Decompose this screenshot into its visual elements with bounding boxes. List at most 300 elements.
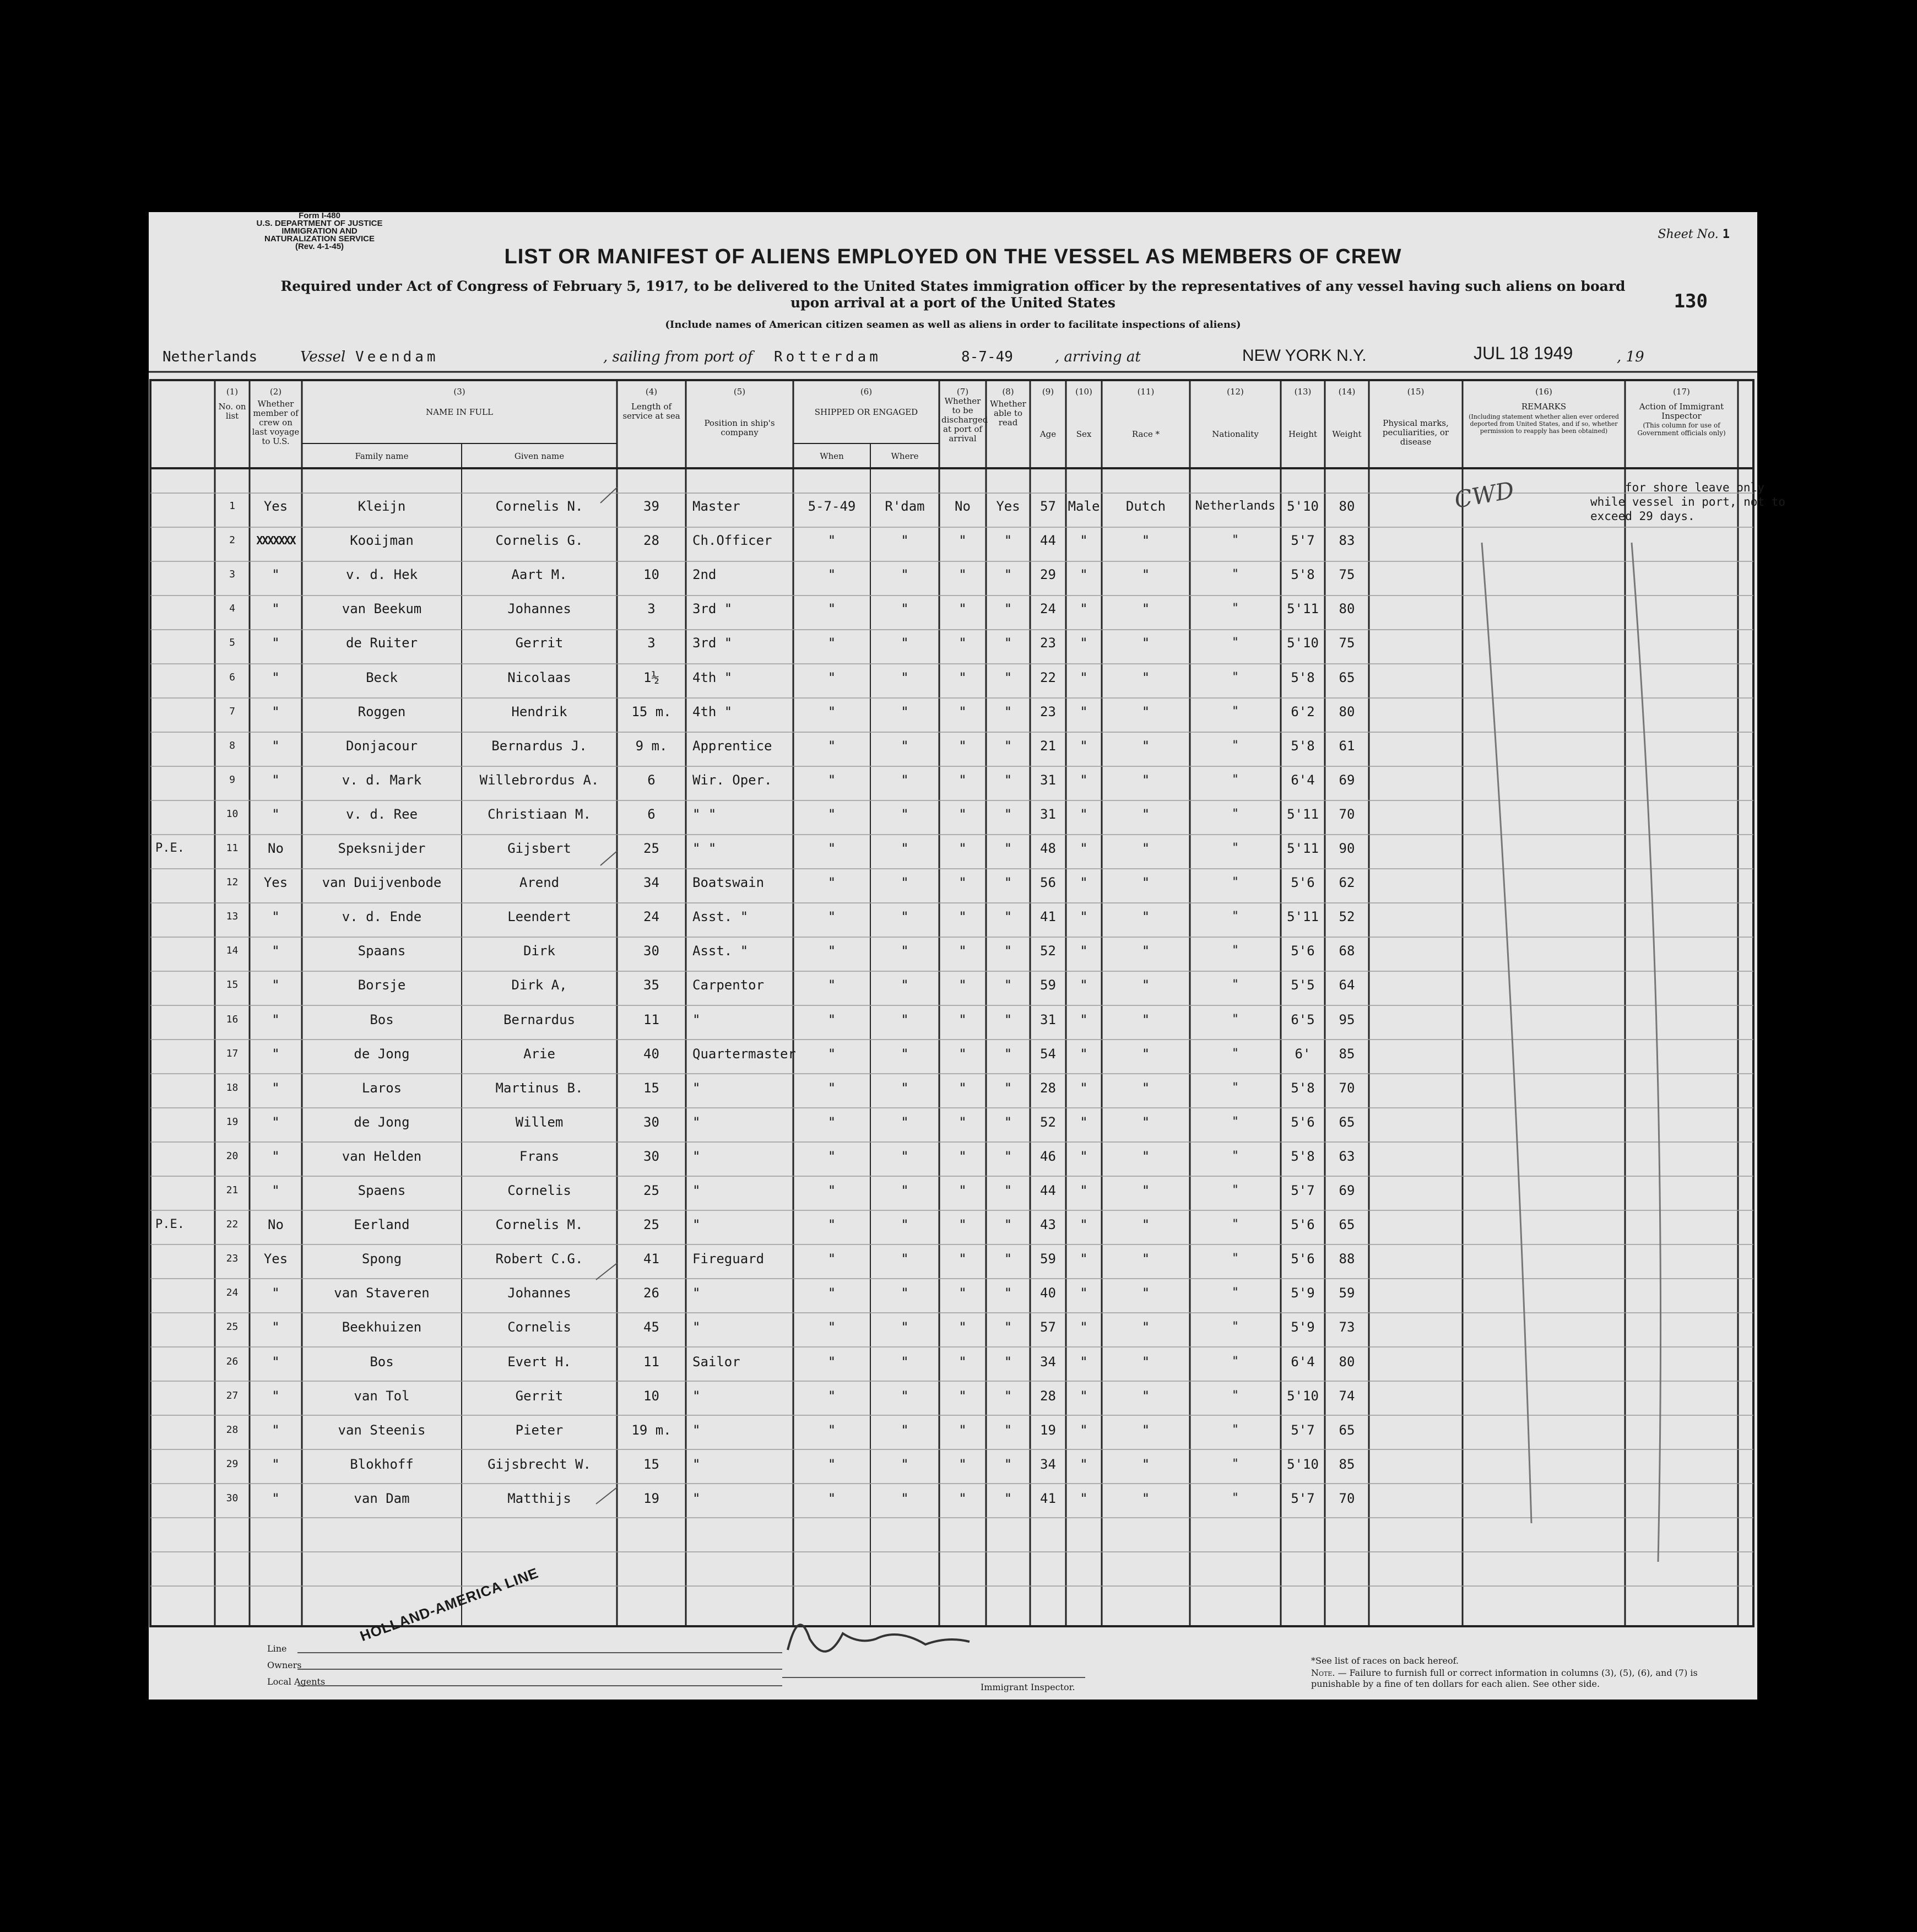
cell-race: " (1141, 875, 1150, 891)
cell-age: 56 (1040, 875, 1056, 891)
agents-label: Local Agents (267, 1676, 326, 1687)
cell-position: " (692, 1319, 701, 1335)
cell-given: Cornelis N. (495, 499, 583, 514)
cell-where: " (901, 1490, 909, 1506)
cell-weight: 75 (1339, 567, 1355, 583)
cell-age: 31 (1040, 772, 1056, 788)
cell-family: Borsje (358, 977, 406, 993)
cell-when: " (827, 669, 836, 685)
cell-last: " (272, 1422, 280, 1438)
cell-weight: 65 (1339, 669, 1355, 685)
cell-no: 23 (226, 1253, 239, 1265)
subtitle-note: (Include names of American citizen seamen as well as aliens in order to facilitate inspections of aliens) (665, 319, 1241, 331)
cell-family: Roggen (358, 703, 406, 719)
cell-no: 11 (226, 842, 239, 854)
cell-position: Apprentice (692, 738, 772, 754)
cell-age: 46 (1040, 1148, 1056, 1164)
cell-height: 5'6 (1291, 1217, 1315, 1233)
family-name-header: Family name (355, 451, 409, 461)
cell-nat: " (1231, 636, 1239, 650)
cell-where: " (901, 1422, 909, 1438)
cell-age: 57 (1040, 499, 1056, 514)
cell-when: " (827, 1183, 836, 1198)
cell-no: 24 (226, 1287, 239, 1299)
cell-nat: " (1231, 910, 1239, 924)
cell-weight: 83 (1339, 533, 1355, 549)
column-header: REMARKS (1521, 402, 1567, 412)
cell-family: de Jong (354, 1046, 410, 1062)
cell-last: Yes (263, 499, 288, 514)
cell-position: " (692, 1490, 701, 1506)
cell-where: " (901, 806, 909, 822)
port-field: Rotterdam (774, 349, 881, 365)
cell-given: Dirk (523, 943, 555, 959)
cell-no: 10 (226, 808, 239, 820)
cell-given: Cornelis G. (495, 533, 583, 549)
cell-no: 21 (226, 1184, 239, 1196)
cell-height: 5'11 (1287, 909, 1319, 925)
cell-family: Eerland (354, 1217, 410, 1233)
cell-given: Cornelis (507, 1319, 571, 1335)
cell-position: " (692, 1183, 701, 1198)
column-header: Height (1288, 429, 1318, 439)
cell-disch: " (958, 909, 967, 925)
cell-when: " (827, 738, 836, 754)
cell-race: " (1141, 533, 1150, 549)
cell-position: " " (692, 841, 717, 856)
cell-when: " (827, 1148, 836, 1164)
cell-weight: 63 (1339, 1148, 1355, 1164)
cell-family: v. d. Hek (345, 567, 418, 583)
cell-weight: 90 (1339, 841, 1355, 856)
cell-weight: 95 (1339, 1011, 1355, 1027)
cell-when: 5-7-49 (808, 499, 856, 514)
cell-where: " (901, 669, 909, 685)
column-header: Whether able to read (990, 399, 1026, 427)
cell-disch: " (958, 1285, 967, 1301)
column-header: NAME IN FULL (426, 407, 493, 417)
column-header: Sex (1076, 429, 1092, 439)
cell-when: " (827, 909, 836, 925)
cell-where: " (901, 1080, 909, 1096)
cell-sex: " (1080, 772, 1088, 788)
cell-height: 5'11 (1287, 601, 1319, 617)
cell-age: 44 (1040, 533, 1056, 549)
cell-where: " (901, 738, 909, 754)
cell-service: 6 (647, 806, 656, 822)
cell-service: 25 (643, 1183, 659, 1198)
cell-height: 5'11 (1287, 841, 1319, 856)
cell-when: " (827, 533, 836, 549)
cell-last: " (272, 943, 280, 959)
cell-age: 21 (1040, 738, 1056, 754)
cell-sex: " (1080, 1217, 1088, 1233)
cell-family: v. d. Ree (345, 806, 418, 822)
cell-weight: 88 (1339, 1251, 1355, 1267)
cell-where: " (901, 1456, 909, 1472)
cell-given: Robert C.G. (495, 1251, 583, 1267)
cell-disch: " (958, 875, 967, 891)
cell-race: " (1141, 669, 1150, 685)
cell-age: 28 (1040, 1080, 1056, 1096)
cell-given: Johannes (507, 1285, 571, 1301)
cell-position: " (692, 1011, 701, 1027)
cell-sex: " (1080, 567, 1088, 583)
column-number: (17) (1673, 387, 1690, 397)
cell-where: " (901, 1319, 909, 1335)
cell-given: Evert H. (507, 1354, 571, 1370)
cell-height: 5'10 (1287, 1456, 1319, 1472)
cell-read: " (1004, 567, 1012, 583)
column-number: (1) (226, 387, 239, 397)
cell-race: " (1141, 1183, 1150, 1198)
cell-last: No (268, 841, 284, 856)
cell-family: Beck (366, 669, 398, 685)
cell-given: Bernardus J. (491, 738, 587, 754)
cell-disch: " (958, 533, 967, 549)
cell-service: 11 (643, 1354, 659, 1370)
cell-last: " (272, 1319, 280, 1335)
cell-nat: " (1231, 1491, 1239, 1505)
cell-height: 5'8 (1291, 567, 1315, 583)
cell-height: 5'10 (1287, 1388, 1319, 1404)
cell-sex: " (1080, 738, 1088, 754)
cell-race: " (1141, 635, 1150, 651)
cell-race: " (1141, 943, 1150, 959)
cell-position: " (692, 1114, 701, 1130)
cell-when: " (827, 1319, 836, 1335)
cell-weight: 65 (1339, 1422, 1355, 1438)
cell-race: " (1141, 567, 1150, 583)
cell-age: 34 (1040, 1354, 1056, 1370)
cell-no: 20 (226, 1150, 239, 1162)
where-header: Where (891, 451, 919, 461)
cell-nat: " (1231, 533, 1239, 548)
cell-when: " (827, 567, 836, 583)
cell-given: Pieter (515, 1422, 564, 1438)
cell-when: " (827, 806, 836, 822)
cell-position: Asst. " (692, 943, 749, 959)
column-number: (3) (453, 387, 465, 397)
cell-height: 5'6 (1291, 1251, 1315, 1267)
cell-read: " (1004, 1011, 1012, 1027)
cell-read: " (1004, 533, 1012, 549)
cell-where: " (901, 977, 909, 993)
cell-read: " (1004, 943, 1012, 959)
cell-last: " (272, 1183, 280, 1198)
cell-service: 24 (643, 909, 659, 925)
remark-line: while vessel in port, not to (1590, 495, 1786, 508)
cell-where: " (901, 1148, 909, 1164)
cell-given: Dirk A, (511, 977, 567, 993)
cell-read: " (1004, 1319, 1012, 1335)
cell-position: Quartermaster (692, 1046, 796, 1062)
cell-read: " (1004, 1217, 1012, 1233)
cell-given: Martinus B. (495, 1080, 583, 1096)
cell-read: " (1004, 1080, 1012, 1096)
cell-where: " (901, 1354, 909, 1370)
cell-when: " (827, 1080, 836, 1096)
column-header: Weight (1332, 429, 1362, 439)
cell-disch: " (958, 1388, 967, 1404)
column-number: (8) (1002, 387, 1014, 397)
cell-race: " (1141, 1011, 1150, 1027)
cell-nat: " (1231, 602, 1239, 616)
cell-last: No (268, 1217, 284, 1233)
cell-when: " (827, 1011, 836, 1027)
cell-weight: 85 (1339, 1456, 1355, 1472)
cell-weight: 65 (1339, 1114, 1355, 1130)
cell-when: " (827, 601, 836, 617)
cell-read: " (1004, 669, 1012, 685)
cell-given: Hendrik (511, 703, 567, 719)
cell-race: " (1141, 772, 1150, 788)
cell-disch: No (955, 499, 971, 514)
year-label: , 19 (1617, 349, 1644, 365)
cell-no: 17 (226, 1047, 239, 1059)
cell-read: " (1004, 601, 1012, 617)
cell-age: 34 (1040, 1456, 1056, 1472)
fine-note (1311, 1668, 1741, 1690)
cell-disch: " (958, 1183, 967, 1198)
column-number: (12) (1227, 387, 1244, 397)
flag-field: Netherlands (163, 349, 258, 365)
cell-no: 8 (229, 739, 235, 751)
cell-service: 25 (643, 1217, 659, 1233)
cell-sex: " (1080, 806, 1088, 822)
cell-when: " (827, 703, 836, 719)
remark-line: exceed 29 days. (1590, 510, 1695, 523)
cell-position: Sailor (692, 1354, 740, 1370)
department-name: U.S. DEPARTMENT OF JUSTICE (256, 219, 383, 228)
cell-nat: " (1231, 1457, 1239, 1471)
cell-weight: 73 (1339, 1319, 1355, 1335)
cell-family: v. d. Ende (342, 909, 422, 925)
cell-disch: " (958, 635, 967, 651)
cell-height: 6'4 (1291, 772, 1315, 788)
cell-age: 59 (1040, 977, 1056, 993)
cell-last: " (272, 601, 280, 617)
cell-read: " (1004, 841, 1012, 856)
cell-weight: 69 (1339, 1183, 1355, 1198)
cell-family: Speksnijder (338, 841, 426, 856)
cell-service: 34 (643, 875, 659, 891)
column-header: Action of Immigrant Inspector (1639, 402, 1724, 421)
cell-service: 30 (643, 943, 659, 959)
cell-race: " (1141, 1285, 1150, 1301)
cell-no: 14 (226, 945, 239, 957)
cell-where: " (901, 841, 909, 856)
cell-read: " (1004, 1456, 1012, 1472)
cell-no: 13 (226, 911, 239, 923)
cell-service: 15 m. (631, 703, 672, 719)
cell-read: " (1004, 1251, 1012, 1267)
cell-last: " (272, 635, 280, 651)
cell-last: " (272, 669, 280, 685)
cell-height: 5'8 (1291, 1148, 1315, 1164)
cell-given: Gijsbrecht W. (488, 1456, 591, 1472)
cell-given: Frans (519, 1148, 560, 1164)
cell-age: 41 (1040, 1490, 1056, 1506)
cell-height: 5'9 (1291, 1319, 1315, 1335)
cell-when: " (827, 635, 836, 651)
cell-no: 16 (226, 1013, 239, 1025)
cell-sex: " (1080, 1114, 1088, 1130)
cell-height: 5'7 (1291, 1490, 1315, 1506)
cell-last: " (272, 909, 280, 925)
column-number: (10) (1075, 387, 1092, 397)
cell-read: " (1004, 977, 1012, 993)
cell-family: van Duijvenbode (322, 875, 442, 891)
cell-read: " (1004, 1422, 1012, 1438)
cell-race: " (1141, 1388, 1150, 1404)
cell-age: 59 (1040, 1251, 1056, 1267)
cell-sex: " (1080, 1319, 1088, 1335)
cell-service: 10 (643, 567, 659, 583)
cell-sex: " (1080, 1388, 1088, 1404)
cell-given: Matthijs (507, 1490, 571, 1506)
cell-weight: 75 (1339, 635, 1355, 651)
cell-last: " (272, 1388, 280, 1404)
cell-service: 19 m. (631, 1422, 672, 1438)
cell-disch: " (958, 601, 967, 617)
cell-sex: " (1080, 1011, 1088, 1027)
cell-read: " (1004, 772, 1012, 788)
cell-nat: " (1231, 1422, 1239, 1437)
cell-weight: 70 (1339, 806, 1355, 822)
when-header: When (820, 451, 844, 461)
cell-age: 31 (1040, 1011, 1056, 1027)
page-subtitle: Required under Act of Congress of February 5, 1917, to be delivered to the United States immigration officer by the representatives of any vessel having such aliens on board upon arrival at a port of the United States (280, 278, 1626, 311)
cell-no: 25 (226, 1321, 239, 1333)
cell-last: " (272, 1490, 280, 1506)
cell-sex: " (1080, 1456, 1088, 1472)
cell-read: " (1004, 1490, 1012, 1506)
cell-weight: 85 (1339, 1046, 1355, 1062)
column-number: (4) (645, 387, 658, 397)
cell-race: " (1141, 909, 1150, 925)
cell-race: " (1141, 1422, 1150, 1438)
cell-height: 5'10 (1287, 635, 1319, 651)
cell-family: Bos (370, 1011, 394, 1027)
cell-where: " (901, 1251, 909, 1267)
cell-nat: " (1231, 772, 1239, 787)
column-number: (16) (1535, 387, 1552, 397)
column-header: No. on list (218, 402, 246, 421)
cell-family: Laros (361, 1080, 402, 1096)
cell-race: " (1141, 1456, 1150, 1472)
cell-nat: " (1231, 1320, 1239, 1334)
cell-position: Master (692, 499, 740, 514)
cell-disch: " (958, 1354, 967, 1370)
cell-last: " (272, 806, 280, 822)
cell-nat: " (1231, 704, 1239, 718)
cell-position: Wir. Oper. (692, 772, 772, 788)
cell-given: Aart M. (511, 567, 567, 583)
cell-read: " (1004, 1183, 1012, 1198)
cell-disch: " (958, 1319, 967, 1335)
cell-race: " (1141, 1251, 1150, 1267)
cell-nat: " (1231, 944, 1239, 958)
cell-family: Kooijman (350, 533, 414, 549)
page-title: LIST OR MANIFEST OF ALIENS EMPLOYED ON THE VESSEL AS MEMBERS OF CREW (504, 245, 1402, 268)
cell-last: " (272, 1148, 280, 1164)
cell-when: " (827, 1490, 836, 1506)
cell-last: " (272, 1285, 280, 1301)
cell-weight: 74 (1339, 1388, 1355, 1404)
cell-age: 44 (1040, 1183, 1056, 1198)
cell-where: " (901, 635, 909, 651)
cell-when: " (827, 1388, 836, 1404)
cell-height: 5'8 (1291, 669, 1315, 685)
cell-age: 48 (1040, 841, 1056, 856)
cell-disch: " (958, 1114, 967, 1130)
note-label: Note. (1311, 1668, 1335, 1678)
cell-when: " (827, 1114, 836, 1130)
cell-when: " (827, 875, 836, 891)
cell-where: " (901, 1046, 909, 1062)
column-header: Age (1039, 429, 1057, 439)
cell-given: Johannes (507, 601, 571, 617)
cell-where: " (901, 875, 909, 891)
cell-race: " (1141, 806, 1150, 822)
owners-label: Owners (267, 1660, 302, 1670)
cell-position: Asst. " (692, 909, 749, 925)
cell-sex: " (1080, 1354, 1088, 1370)
cell-service: 25 (643, 841, 659, 856)
cell-nat: " (1231, 807, 1239, 821)
cell-sex: " (1080, 1080, 1088, 1096)
cell-height: 5'6 (1291, 1114, 1315, 1130)
cell-height: 5'8 (1291, 1080, 1315, 1096)
cell-position: " (692, 1422, 701, 1438)
cell-where: " (901, 772, 909, 788)
cell-position: " (692, 1388, 701, 1404)
cell-service: 39 (643, 499, 659, 514)
cell-height: 6' (1295, 1046, 1311, 1062)
cell-sex: " (1080, 1285, 1088, 1301)
cell-given: Arend (519, 875, 560, 891)
cell-read: " (1004, 1114, 1012, 1130)
line-label: Line (267, 1643, 287, 1654)
arriving-label: , arriving at (1055, 349, 1141, 365)
cell-where: " (901, 943, 909, 959)
cell-disch: " (958, 841, 967, 856)
cell-when: " (827, 943, 836, 959)
cell-read: " (1004, 875, 1012, 891)
cell-family: Bos (370, 1354, 394, 1370)
cell-race: " (1141, 977, 1150, 993)
cell-age: 52 (1040, 1114, 1056, 1130)
column-header: Length of service at sea (622, 402, 680, 421)
cell-last: Yes (263, 1251, 288, 1267)
cell-height: 5'6 (1291, 943, 1315, 959)
remarks-note: (Including statement whether alien ever ordered deported from United States, and if so, whether permission to reapply has been obtained) (1469, 413, 1619, 435)
arrival-port-field: NEW YORK N.Y. (1242, 347, 1367, 365)
cell-no: 15 (226, 979, 239, 991)
cell-age: 22 (1040, 669, 1056, 685)
column-header: Whether member of crew on last voyage to U.S. (252, 399, 300, 446)
cell-family: de Ruiter (345, 635, 418, 651)
cell-family: Spaens (358, 1183, 406, 1198)
cell-weight: 68 (1339, 943, 1355, 959)
column-number: (11) (1137, 387, 1155, 397)
cell-family: van Tol (354, 1388, 410, 1404)
cell-read: " (1004, 635, 1012, 651)
cell-when: " (827, 1217, 836, 1233)
cell-read: " (1004, 738, 1012, 754)
cell-when: " (827, 1456, 836, 1472)
